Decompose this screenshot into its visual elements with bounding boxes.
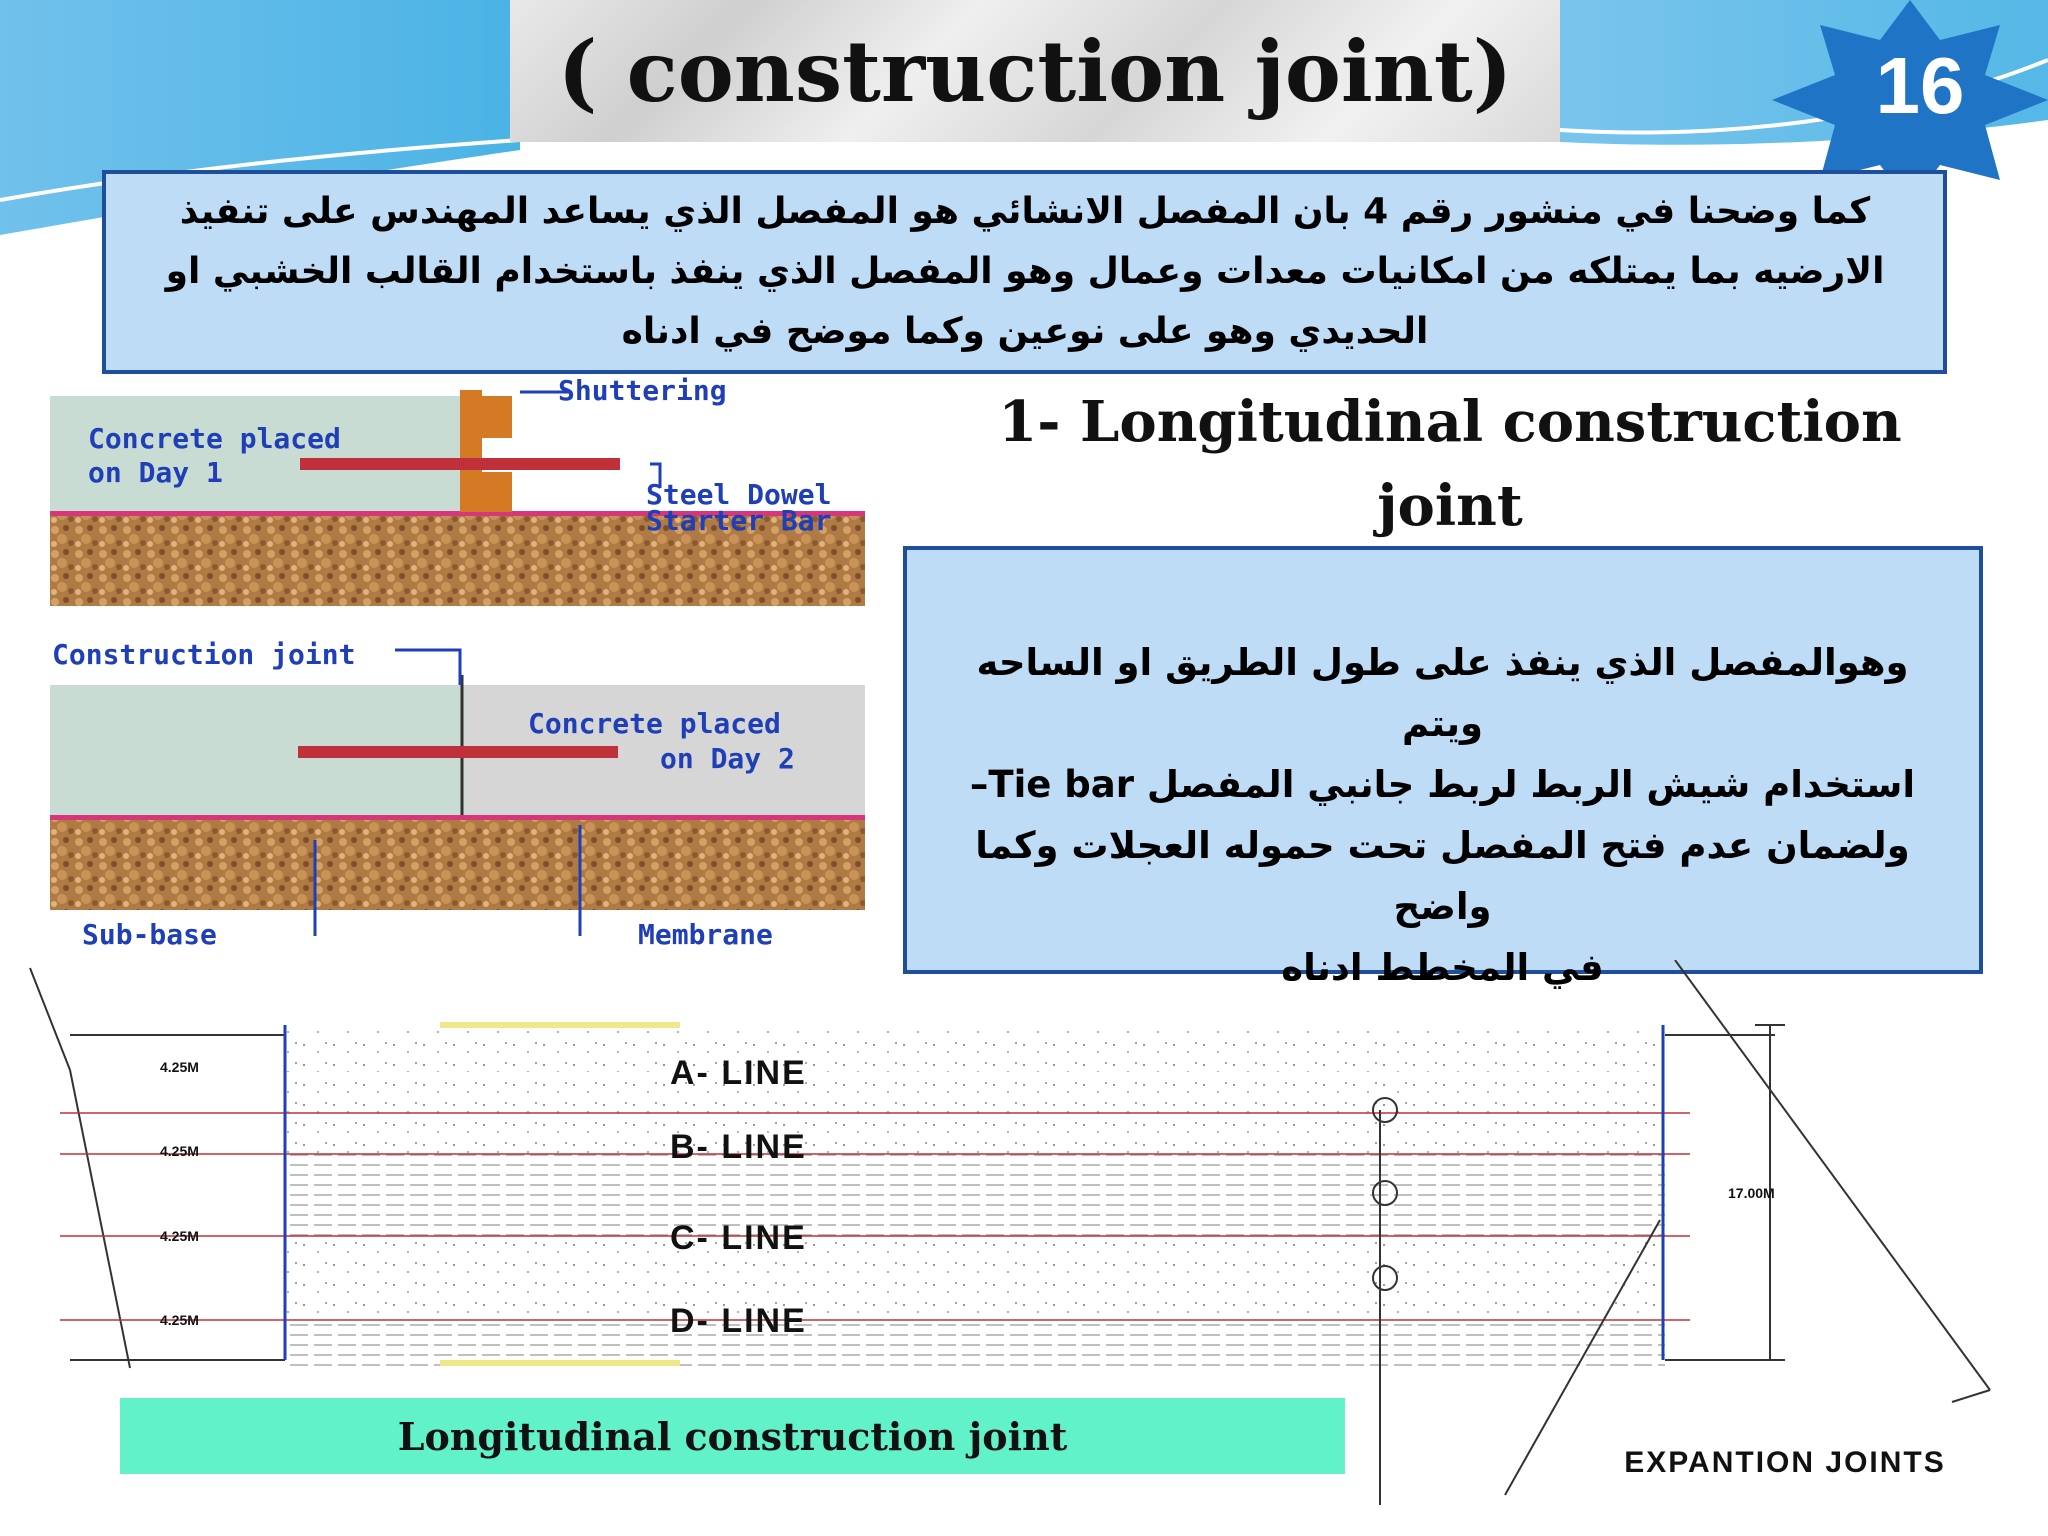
- concrete-day2-label-line1: Concrete placed: [528, 707, 781, 740]
- expansion-joints-label: EXPANTION JOINTS: [1624, 1446, 1946, 1479]
- construction-joint-label: Construction joint: [52, 638, 356, 671]
- caption-text: Longitudinal construction joint: [397, 1413, 1068, 1459]
- description-line-4: في المخطط ادناه: [1281, 946, 1604, 989]
- lane-width-b: 4.25M: [160, 1143, 199, 1159]
- concrete-day1-label-line2: on Day 1: [88, 456, 223, 489]
- lane-width-a: 4.25M: [160, 1059, 199, 1075]
- dowel-label-line2: Starter Bar: [646, 504, 832, 537]
- lane-label-d: D- LINE: [670, 1302, 807, 1340]
- description-line-2: استخدام شيش الربط لربط جانبي المفصل Tie bar–: [969, 763, 1916, 806]
- lane-label-c: C- LINE: [670, 1219, 807, 1257]
- concrete-day2-label-line2: on Day 2: [660, 742, 795, 775]
- concrete-day1-label-line1: Concrete placed: [88, 422, 341, 455]
- caption-bar: [120, 1398, 1345, 1474]
- total-width-label: 17.00M: [1728, 1185, 1775, 1201]
- lane-label-a: A- LINE: [670, 1054, 807, 1092]
- description-line-1: وهوالمفصل الذي ينفذ على طول الطريق او الساحه ويتم: [976, 641, 1909, 745]
- lane-label-b: B- LINE: [670, 1128, 807, 1166]
- description-line-3: ولضمان عدم فتح المفصل تحت حموله العجلات وكما واضح: [975, 824, 1910, 928]
- subbase-label: Sub-base: [82, 918, 217, 951]
- slide-number: 16: [1875, 41, 1965, 130]
- section-heading: 1- Longitudinal construction joint: [998, 389, 1902, 539]
- dowel-label-line1: Steel Dowel: [646, 478, 832, 511]
- description-text: [935, 632, 1950, 998]
- title-banner: [510, 0, 1560, 142]
- intro-text: كما وضحنا في منشور رقم 4 بان المفصل الانشائي هو المفصل الذي يساعد المهندس على تنفيذ الارضيه بما يمتلكه من امكانيات معدات وعمال وهو المفصل الذي ينفذ باستخدام القالب الخشبي او الحديدي وهو على نوعين وكما موضح في ادناه: [165, 191, 1885, 352]
- slide-title: ( construction joint): [557, 21, 1513, 121]
- lane-width-d: 4.25M: [160, 1312, 199, 1328]
- membrane-label: Membrane: [638, 918, 773, 951]
- shuttering-label: Shuttering: [558, 374, 727, 407]
- lane-width-c: 4.25M: [160, 1228, 199, 1244]
